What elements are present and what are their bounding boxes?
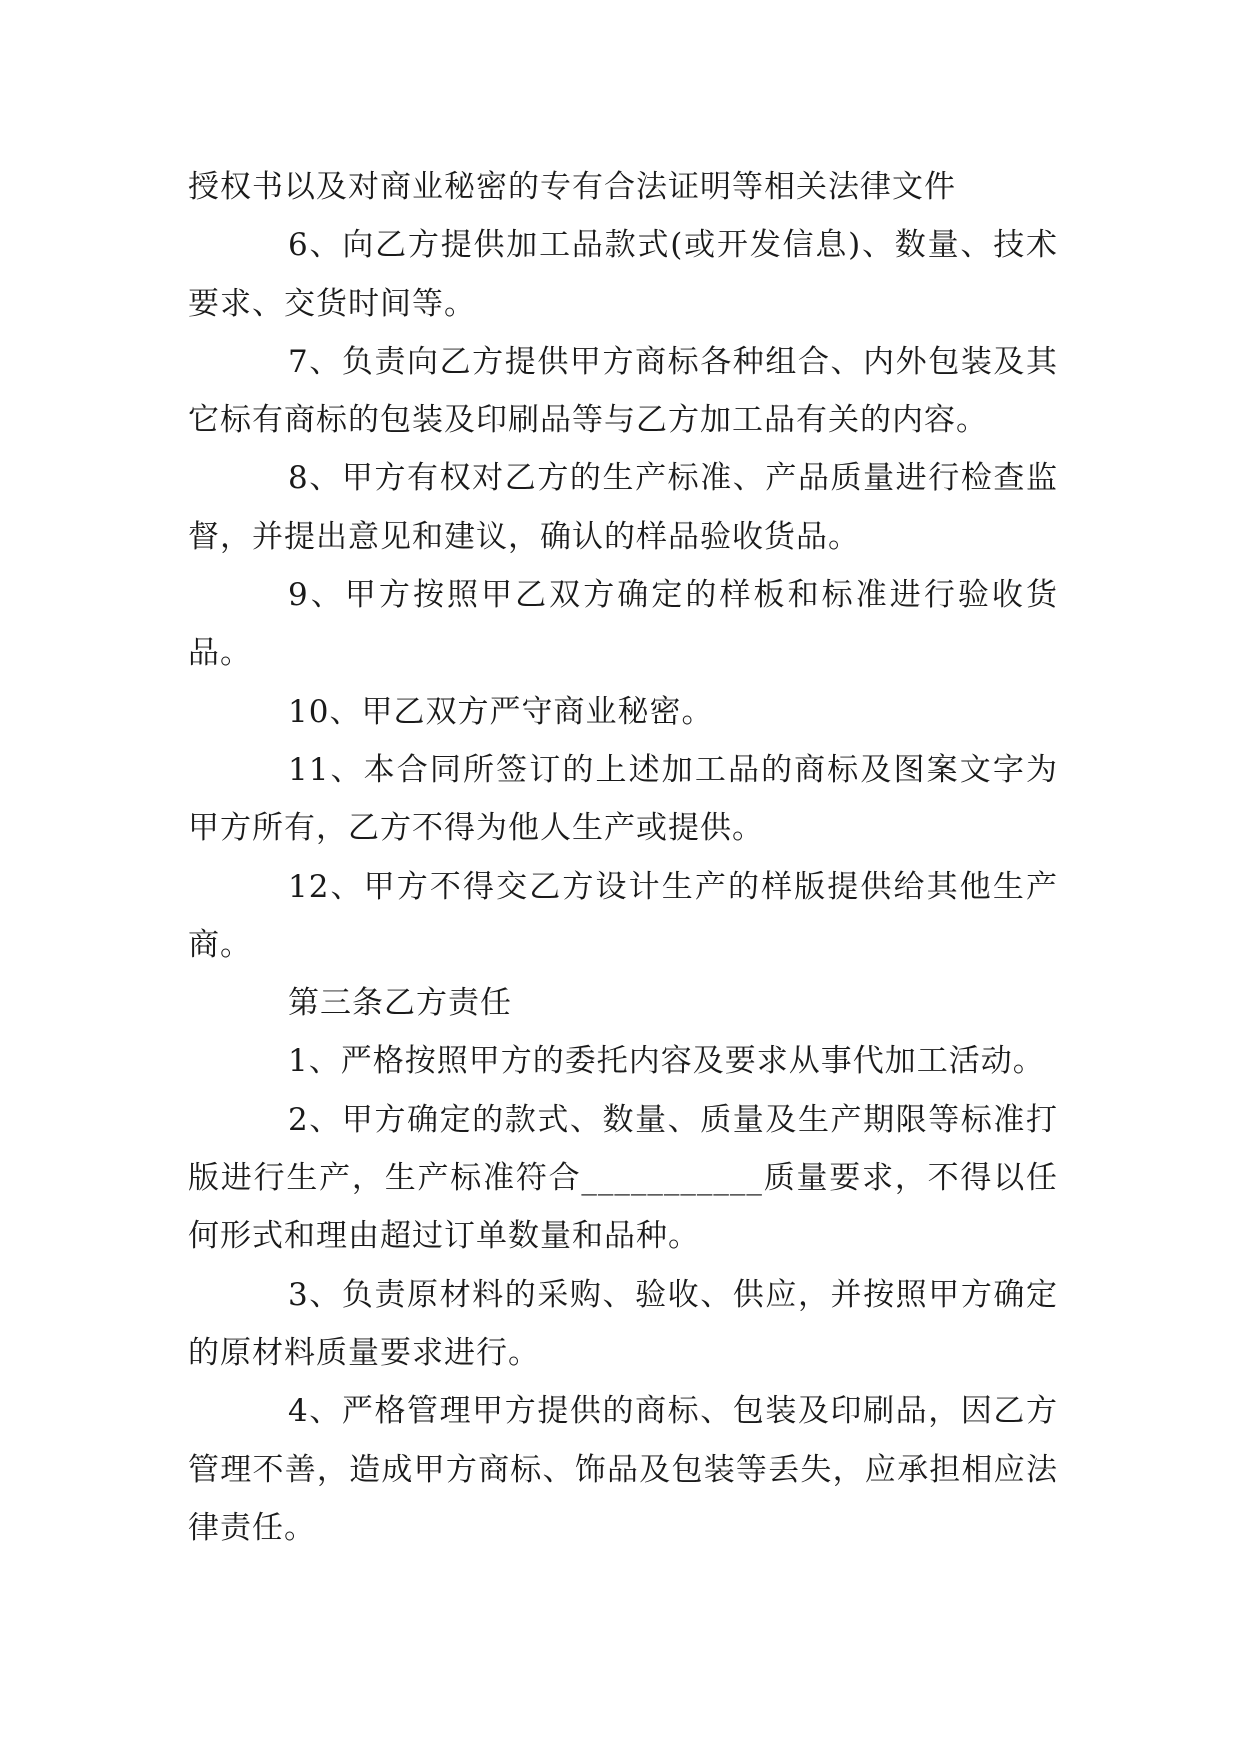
section-heading-article-3: 第三条乙方责任 — [288, 985, 512, 1022]
paragraph-duty-4: 4、严格管理甲方提供的商标、包装及印刷品，因乙方管理不善，造成甲方商标、饰品及包装等丢失，应承担相应法律责任。 — [188, 1393, 1058, 1546]
paragraph-continuation: 授权书以及对商业秘密的专有合法证明等相关法律文件 — [188, 169, 956, 205]
paragraph-duty-1: 1、严格按照甲方的委托内容及要求从事代加工活动。 — [288, 1043, 1045, 1080]
paragraph-duty-3: 3、负责原材料的采购、验收、供应，并按照甲方确定的原材料质量要求进行。 — [188, 1276, 1058, 1371]
paragraph-item-6: 6、向乙方提供加工品款式(或开发信息)、数量、技术要求、交货时间等。 — [188, 227, 1058, 322]
paragraph-item-8: 8、甲方有权对乙方的生产标准、产品质量进行检查监督，并提出意见和建议，确认的样品验收货品。 — [188, 460, 1058, 555]
paragraph-item-9: 9、甲方按照甲乙双方确定的样板和标准进行验收货品。 — [188, 577, 1058, 672]
paragraph-item-7: 7、负责向乙方提供甲方商标各种组合、内外包装及其它标有商标的包装及印刷品等与乙方加工品有关的内容。 — [188, 343, 1058, 439]
document-body — [188, 158, 1058, 1557]
paragraph-item-10: 10、甲乙双方严守商业秘密。 — [288, 693, 714, 730]
paragraph-item-12: 12、甲方不得交乙方设计生产的样版提供给其他生产商。 — [188, 868, 1058, 963]
paragraph-item-11: 11、本合同所签订的上述加工品的商标及图案文字为甲方所有，乙方不得为他人生产或提供。 — [188, 751, 1058, 847]
paragraph-duty-2: 2、甲方确定的款式、数量、质量及生产期限等标准打版进行生产，生产标准符合___________质量要求，不得以任何形式和理由超过订单数量和品种。 — [188, 1101, 1058, 1255]
